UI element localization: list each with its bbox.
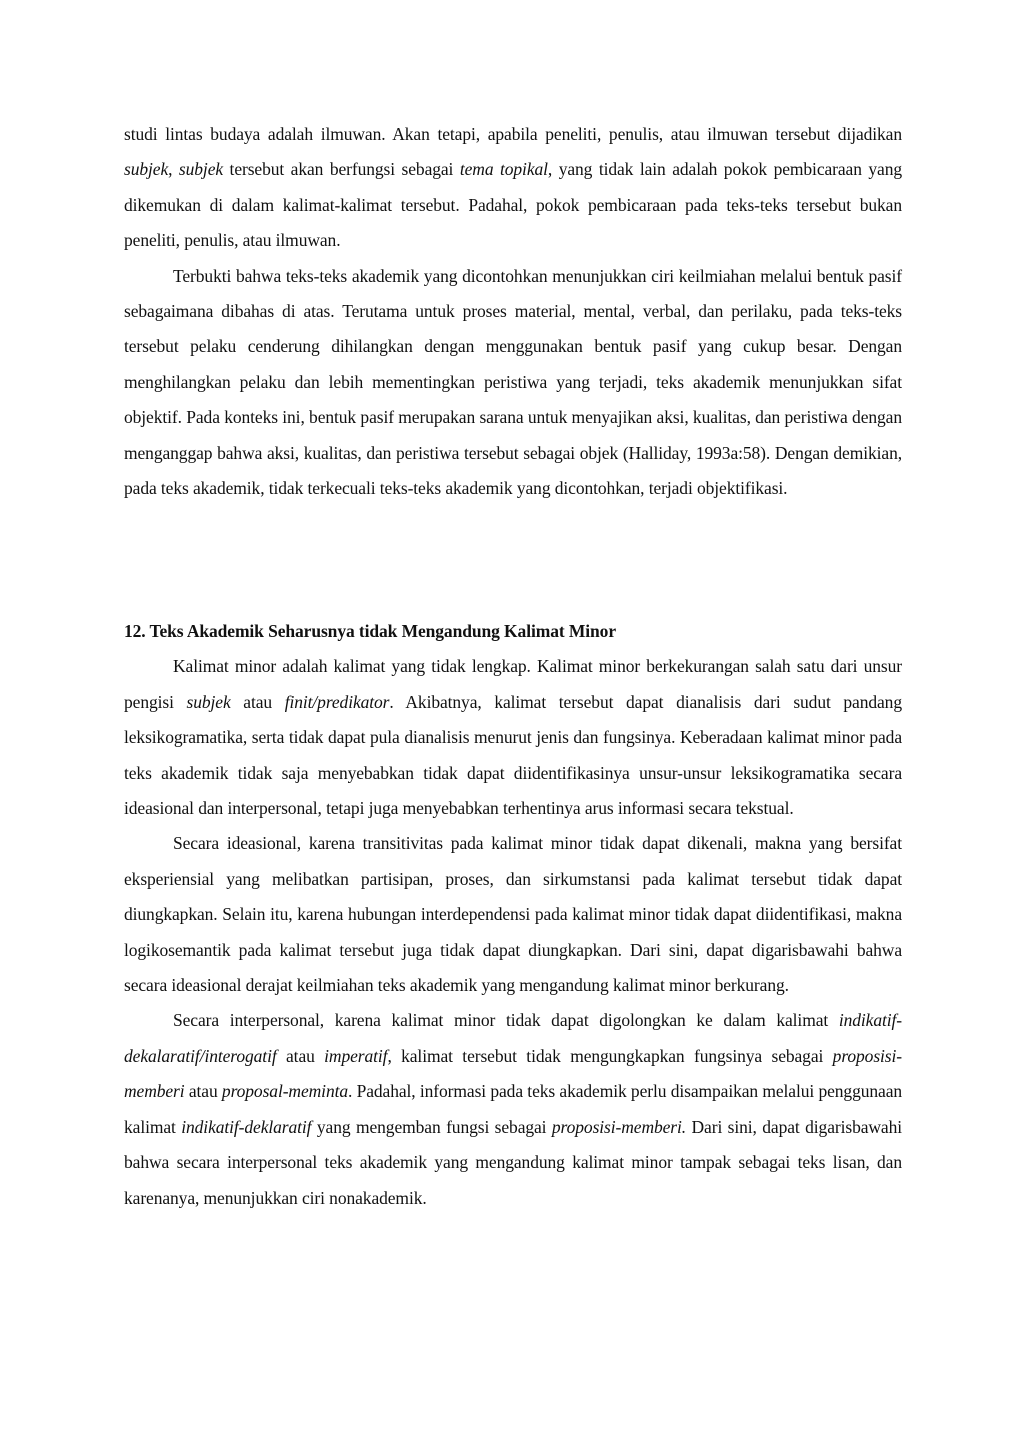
text-run: atau: [184, 1081, 222, 1102]
text-run: atau: [276, 1045, 325, 1066]
italic-term: imperatif: [324, 1045, 388, 1066]
italic-term: indikatif-dekalaratif/interogatif: [124, 1010, 902, 1066]
paragraph-kalimat-minor: [124, 649, 902, 826]
italic-term: proposal-meminta: [221, 1081, 349, 1102]
text-run: studi lintas budaya adalah ilmuwan. Akan tetapi, apabila peneliti, penulis, atau ilmuwan tersebut dijadikan: [124, 124, 902, 144]
italic-term: proposisi-memberi: [124, 1045, 903, 1102]
italic-term: subjek: [186, 691, 231, 712]
italic-term: indikatif-deklaratif: [181, 1116, 312, 1137]
text-run: . Akibatnya, kalimat tersebut dapat dianalisis dari sudut pandang leksikogramatika, serta tidak dapat pula dianalisis menurut jenis dan fungsinya. Keberadaan kalimat minor pada teks akademik tidak saja menyebabkan tidak dapat diidentifikasinya unsur-unsur leksikogramatika secara ideasional dan interpersonal, tetapi juga menyebabkan terhentinya arus informasi secara tekstual.: [124, 691, 902, 819]
text-run: Dari sini, dapat digarisbawahi bahwa secara interpersonal teks akademik yang mengandung kalimat minor tampak sebagai teks lisan, dan karenanya, menunjukkan ciri nonakademik.: [124, 1116, 903, 1208]
text-run: Kalimat minor adalah kalimat yang tidak lengkap. Kalimat minor berkekurangan salah satu dari unsur pengisi: [124, 656, 902, 712]
text-run: atau: [230, 691, 285, 712]
text-run: yang mengemban fungsi sebagai: [311, 1116, 552, 1137]
section-continuation: [124, 117, 902, 506]
italic-term: proposisi-memberi.: [551, 1116, 687, 1137]
italic-term: tema topikal: [459, 159, 548, 180]
text-run: . Padahal, informasi pada teks akademik perlu disampaikan melalui penggunaan kalimat: [124, 1081, 903, 1137]
italic-term: subjek: [178, 159, 224, 180]
text-run: Secara interpersonal, karena kalimat minor tidak dapat digolongkan ke dalam kalimat: [173, 1010, 839, 1031]
text-run: ,: [168, 159, 179, 180]
italic-term: subjek: [124, 159, 169, 180]
paragraph-continued: [124, 117, 902, 259]
text-run: , yang tidak lain adalah pokok pembicaraan yang dikemukan di dalam kalimat-kalimat tersebut. Padahal, pokok pembicaraan pada teks-teks tersebut bukan peneliti, penulis, atau ilmuwan.: [124, 159, 903, 251]
section-12: [124, 614, 902, 1216]
paragraph-objektifikasi: Terbukti bahwa teks-teks akademik yang dicontohkan menunjukkan ciri keilmiahan melalui bentuk pasif sebagaimana dibahas di atas. Terutama untuk proses material, mental, verbal, dan perilaku, pada teks-teks tersebut pelaku cenderung dihilangkan dengan menggunakan bentuk pasif yang cukup besar. Dengan menghilangkan pelaku dan lebih mementingkan peristiwa yang terjadi, teks akademik menunjukkan sifat objektif. Pada konteks ini, bentuk pasif merupakan sarana untuk menyajikan aksi, kualitas, dan peristiwa dengan menganggap bahwa aksi, kualitas, dan peristiwa tersebut sebagai objek (Halliday, 1993a:58). Dengan demikian, pada teks akademik, tidak terkecuali teks-teks akademik yang dicontohkan, terjadi objektifikasi.: [124, 265, 902, 499]
italic-term: finit/predikator: [284, 691, 390, 712]
paragraph-interpersonal: [124, 1003, 902, 1215]
text-run: tersebut akan berfungsi sebagai: [223, 159, 460, 180]
text-run: , kalimat tersebut tidak mengungkapkan fungsinya sebagai: [387, 1045, 833, 1066]
section-heading: 12. Teks Akademik Seharusnya tidak Mengandung Kalimat Minor: [124, 621, 616, 641]
paragraph-ideasional: Secara ideasional, karena transitivitas pada kalimat minor tidak dapat dikenali, makna yang bersifat eksperiensial yang melibatkan partisipan, proses, dan sirkumstansi pada kalimat tersebut tidak dapat diungkapkan. Selain itu, karena hubungan interdependensi pada kalimat minor tidak dapat diidentifikasi, makna logikosemantik pada kalimat tersebut juga tidak dapat diungkapkan. Dari sini, dapat digarisbawahi bahwa secara ideasional derajat keilmiahan teks akademik yang mengandung kalimat minor berkurang.: [124, 833, 902, 996]
